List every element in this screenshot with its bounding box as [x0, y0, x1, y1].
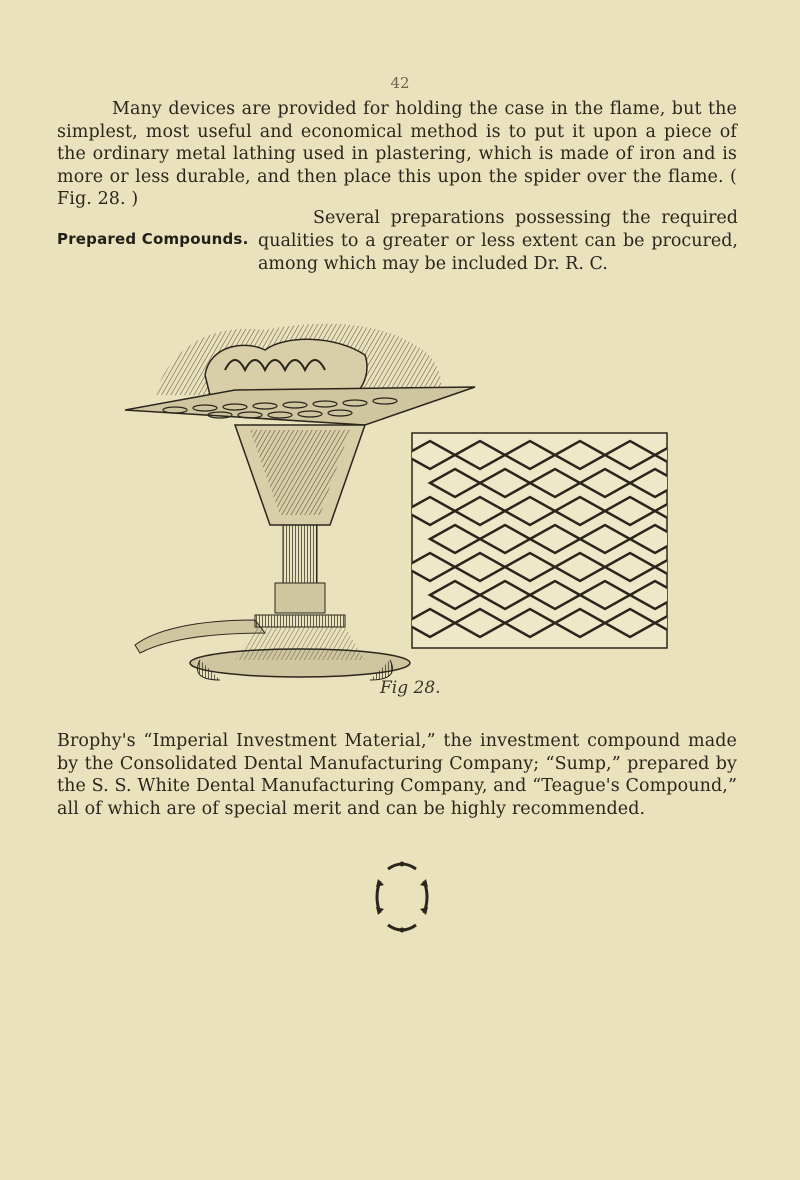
sidenote-prepared-compounds: Prepared Compounds. — [57, 230, 249, 248]
figure-28-illustration — [115, 315, 675, 710]
ornament-icon — [370, 855, 434, 939]
figure-caption: Fig 28. — [380, 678, 441, 698]
paragraph-brophy — [57, 730, 737, 820]
paragraph-devices — [57, 98, 737, 211]
paragraph-preparations — [258, 207, 738, 276]
paragraph-brophy-text: Brophy's “Imperial Investment Material,” the investment compound made by the Consolidated Dental Manufacturing Company; “Sump,” prepared by the S. S. White Dental Manufacturing Company, and “Teague's Compound,” all of which are of special merit and can be highly recommended. — [57, 731, 737, 819]
paragraph-preparations-text: Several preparations possessing the required qualities to a greater or less extent can be procured, among which may be included Dr. R. C. — [258, 208, 738, 274]
bunsen-burner-icon — [135, 425, 410, 680]
flame-icon — [155, 324, 441, 397]
paragraph-devices-text: Many devices are provided for holding the case in the flame, but the simplest, most useful and economical method is to put it upon a piece of the ordinary metal lathing used in plastering, which is made of iron and is more or less durable, and then place this upon the spider over the flame. ( Fig. 28. ) — [57, 99, 737, 209]
page-number: 42 — [390, 74, 410, 92]
lathing-inset-icon — [405, 433, 675, 648]
